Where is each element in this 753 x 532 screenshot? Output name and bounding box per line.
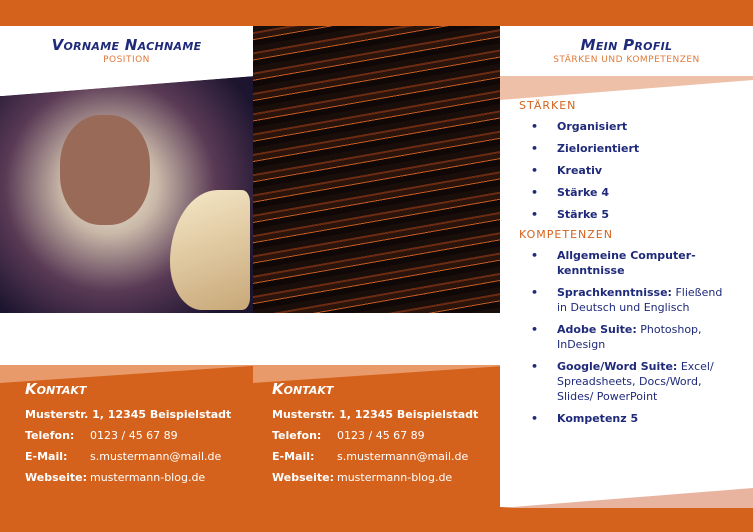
bullet: • [531,120,539,133]
spacer [0,313,500,365]
contact-address: Musterstr. 1, 12345 Beispielstadt [25,408,232,421]
contact-website [272,471,512,484]
contact-block [272,380,512,492]
list-item [531,119,731,134]
contact-website [25,471,265,484]
label: E-Mail: [272,450,315,463]
value: 0123 / 45 67 89 [337,429,425,442]
contact-email [25,450,265,463]
skill-label: Google/Word Suite: [557,360,678,373]
bullet: • [531,142,539,155]
name-header [0,26,253,76]
label: Telefon: [272,429,322,442]
list-item [531,185,731,200]
strength: Stärke 5 [557,208,609,221]
skills-heading: KOMPETENZEN [519,228,613,241]
strength: Stärke 4 [557,186,609,199]
label: E-Mail: [25,450,68,463]
profile-band [500,76,753,100]
label: Webseite: [272,471,334,484]
label: Telefon: [25,429,75,442]
contact-title: Kontakt [272,380,334,398]
list-item [531,248,731,278]
list-item [531,141,731,156]
skill-label: Kompetenz 5 [557,412,639,425]
bullet: • [531,249,539,262]
bullet: • [531,164,539,177]
bullet: • [531,412,539,425]
profile-subtitle: STÄRKEN UND KOMPETENZEN [553,55,700,65]
contact-phone [272,429,512,442]
strength: Kreativ [557,164,603,177]
skill-label: Adobe Suite: [557,323,637,336]
person-position: POSITION [103,55,150,65]
skill-label: Allgemeine Computer-kenntnisse [557,249,696,277]
website-link[interactable]: mustermann-blog.de [90,471,206,484]
contact-phone [25,429,265,442]
contact-email [272,450,512,463]
email-link[interactable]: s.mustermann@mail.de [337,450,469,463]
skill-label: Sprachkenntnisse: [557,286,672,299]
skill-text: Fließend in Deutsch und Englisch [557,286,723,314]
bullet: • [531,186,539,199]
value: 0123 / 45 67 89 [90,429,178,442]
skill-text: Excel/ Spreadsheets, Docs/Word, Slides/ PowerPoint [557,360,714,403]
list-item [531,163,731,178]
strength: Zielorientiert [557,142,640,155]
skills-list [531,248,731,433]
abstract-artwork [253,26,500,313]
email-link[interactable]: s.mustermann@mail.de [90,450,222,463]
bullet: • [531,360,539,373]
list-item [531,359,731,404]
website-link[interactable]: mustermann-blog.de [337,471,453,484]
strengths-list [531,119,731,229]
contact-title: Kontakt [25,380,87,398]
illustration-face [60,115,150,225]
bullet: • [531,323,539,336]
bullet: • [531,286,539,299]
list-item [531,207,731,222]
contact-address: Musterstr. 1, 12345 Beispielstadt [272,408,479,421]
profile-title: Mein Profil [580,36,673,54]
list-item [531,322,731,352]
list-item [531,411,731,426]
list-item [531,285,731,315]
strengths-heading: STÄRKEN [519,99,577,112]
strength: Organisiert [557,120,628,133]
contact-block [25,380,265,492]
bullet: • [531,208,539,221]
skill-text: Photoshop, InDesign [557,323,702,351]
profile-panel [500,26,753,507]
label: Webseite: [25,471,87,484]
person-name: Vorname Nachname [51,36,202,54]
